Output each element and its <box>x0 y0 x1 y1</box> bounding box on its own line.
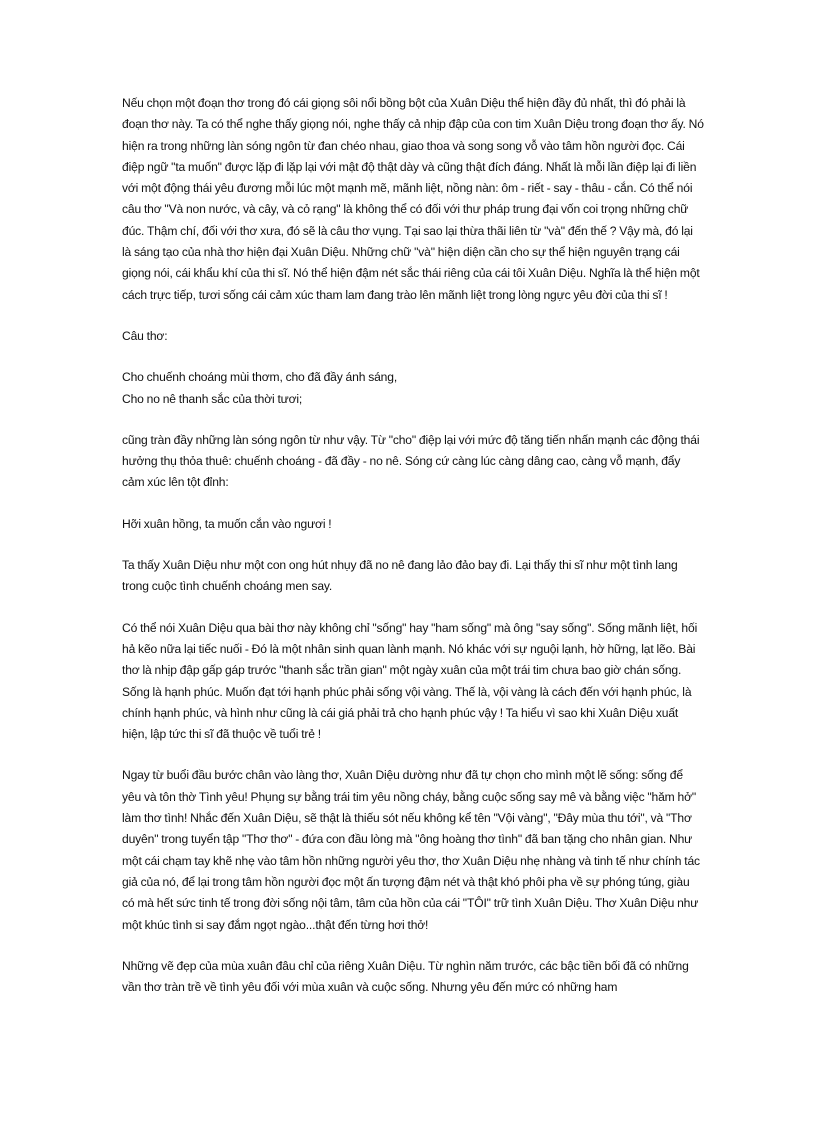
paragraph-say-song: Có thể nói Xuân Diệu qua bài thơ này không chỉ "sống" hay "ham sống" mà ông "say sống". Sống mãnh liệt, hối hả kẽo nữa lại tiếc nuối - Đó là một nhân sinh quan lành mạnh. Nó khác với sự nguội lạnh, hờ hững, lạt lẽo. Bài thơ là nhịp đập gấp gáp trước "thanh sắc trần gian" một ngày xuân của một trái tim chưa bao giờ chán sống. <box>122 620 698 678</box>
poem-line-3: Hỡi xuân hồng, ta muốn cắn vào ngươi ! <box>122 516 332 531</box>
document-page <box>122 93 704 1018</box>
paragraph-con-ong: Ta thấy Xuân Diệu như một con ong hút nhụy đã no nê đang lảo đảo bay đi. Lại thấy thi sĩ như một tình lang trong cuộc tình chuếnh choáng men say. <box>122 558 678 594</box>
paragraph-mua-xuan: Những vẽ đẹp của mùa xuân đâu chỉ của riêng Xuân Diệu. Từ nghìn năm trước, các bậc tiền bối đã có những vần thơ tràn trề về tình yêu đối với mùa xuân và cuộc sống. Nhưng yêu đến mức có những ham <box>122 958 689 995</box>
paragraph-intro: Nếu chọn một đoạn thơ trong đó cái giọng sôi nổi bồng bột của Xuân Diệu thể hiện đầy đủ nhất, thì đó phải là đoạn thơ này. Ta có thể nghe thấy giọng nói, nghe thấy cả nhịp đập của con tim Xuân Diệu trong đoạn thơ ấy. Nó hiện ra trong những làn sóng ngôn từ đan chéo nhau, giao thoa và song song vỗ vào tâm hồn người đọc. Cái điệp ngữ "ta muốn" được lặp đi lặp lại với mật độ thật dày và cũng thật đích đáng. Nhất là mỗi lần điệp lại đi liền với một động thái yêu đương mỗi lúc một mạnh mẽ, mãnh liệt, nồng nàn: ôm - riết - say - thâu - cắn. Có thể nói câu thơ "Và non nước, và cây, và cỏ rạng" là không thể có đối với thư pháp trung đại vốn coi trọng những chữ đúc. Thậm chí, đối với thơ xưa, đó sẽ là câu thơ vụng. Tại sao lại thừa thãi liên từ "và" đến thế ? Vậy mà, đó lại là sáng tạo của nhà thơ hiện đại Xuân Diệu. Những chữ "và" hiện diện cần cho sự thể hiện nguyên trạng cái giọng nói, cái khẩu khí của thi sĩ. Nó thể hiện đậm nét sắc thái riêng của cái tôi Xuân Diệu. Nghĩa là thể hiện một cách trực tiếp, tươi sống cái cảm xúc tham lam đang trào lên mãnh liệt trong lòng ngực yêu đời của thi sĩ ! <box>122 96 704 302</box>
poem-line-2: Cho no nê thanh sắc của thời tươi; <box>122 391 303 406</box>
paragraph-cau-tho-label: Câu thơ: <box>122 328 168 343</box>
poem-line-1: Cho chuếnh choáng mùi thơm, cho đã đầy ánh sáng, <box>122 370 398 385</box>
paragraph-tran-day: cũng tràn đầy những làn sóng ngôn từ như vậy. Từ "cho" điệp lại với mức độ tăng tiến nhấn mạnh các động thái hưởng thụ thỏa thuê: chuếnh choáng - đã đầy - no nê. Sóng cứ càng lúc càng dâng cao, càng vỗ mạnh, đẩy cảm xúc lên tột đỉnh: <box>122 432 700 490</box>
paragraph-lang-tho: Ngay từ buổi đầu bước chân vào làng thơ, Xuân Diệu dường như đã tự chọn cho mình một lẽ sống: sống để yêu và tôn thờ Tình yêu! Phụng sự bằng trái tim yêu nồng cháy, bằng cuộc sống say mê và bằng việc "hăm hở" làm thơ tình! Nhắc đến Xuân Diệu, sẽ thật là thiếu sót nếu không kể tên "Vội vàng", "Đây mùa thu tới", và "Thơ duyên" trong tuyển tập "Thơ thơ" - đứa con đầu lòng mà "ông hoàng thơ tình" đã ban tặng cho nhân gian. Như một cái chạm tay khẽ nhẹ vào tâm hồn những người yêu thơ, thơ Xuân Diệu nhẹ nhàng và tinh tế như chính tác giả của nó, để lại trong tâm hồn người đọc một ấn tượng đậm nét và thật khó phôi pha về sự phóng túng, giàu có mà hết sức tinh tế trong đời sống nội tâm, tâm của hồn của cái "TÔI" trữ tình Xuân Diệu. Thơ Xuân Diệu như một khúc tình si say đắm ngọt ngào...thật đến từng hơi thở! <box>122 768 700 932</box>
paragraph-hanh-phuc: Sống là hạnh phúc. Muốn đạt tới hạnh phúc phải sống vội vàng. Thế là, vội vàng là cách đến với hạnh phúc, là chính hạnh phúc, và hình như cũng là cái giá phải trả cho hạnh phúc vậy ! Ta hiểu vì sao khi Xuân Diệu xuất hiện, lập tức thi sĩ đã thuộc về tuổi trẻ ! <box>122 684 692 742</box>
